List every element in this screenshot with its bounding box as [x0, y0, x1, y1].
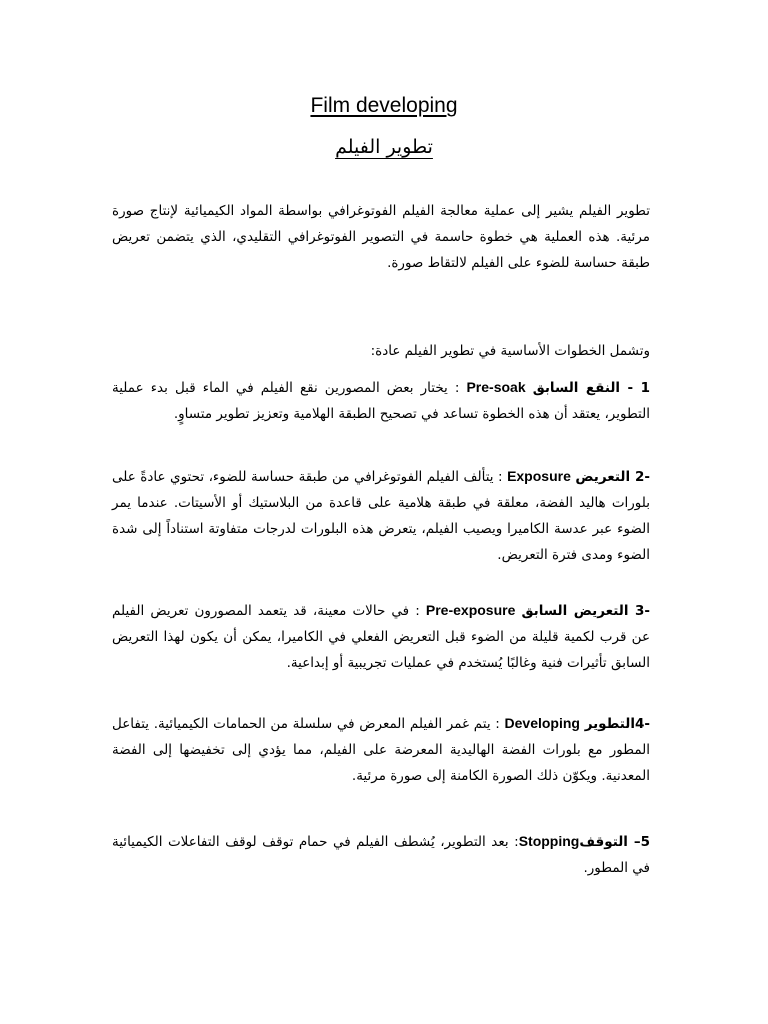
step-2-number: -2	[630, 469, 651, 485]
step-1-name-ar: النقع السابق	[532, 380, 621, 396]
step-1-number: 1 -	[620, 380, 650, 396]
step-3-name-en: Pre-exposure	[425, 602, 516, 618]
step-1-text: : يختار بعض المصورين نقع الفيلم في الماء قبل بدء عملية التطوير، يعتقد أن هذه الخطوة تساعد في تصحيح الطبقة الهلامية وتعزيز تطوير متساوٍ.	[112, 380, 650, 422]
document-title-english: Film developing	[310, 94, 458, 117]
step-4-name-ar: التطوير	[584, 716, 635, 732]
step-3-paragraph	[112, 597, 650, 676]
document-title-arabic: تطوير الفيلم	[335, 136, 433, 158]
intro-paragraph: تطوير الفيلم يشير إلى عملية معالجة الفيلم الفوتوغرافي بواسطة المواد الكيميائية لإنتاج صورة مرئية. هذه العملية هي خطوة حاسمة في التصوير الفوتوغرافي التقليدي، الذي يتضمن تعريض طبقة حساسة للضوء على الفيلم لالتقاط صورة.	[112, 203, 650, 271]
step-5-text: : بعد التطوير، يُشطف الفيلم في حمام توقف لوقف التفاعلات الكيميائية في المطور.	[112, 834, 650, 876]
step-3-number: -3	[628, 603, 650, 619]
step-4-number: -4	[634, 716, 650, 732]
step-2-paragraph	[112, 463, 650, 568]
step-2-name-ar: التعريض	[575, 469, 631, 485]
step-4-name-en: Developing	[504, 715, 580, 731]
step-5-name-en: Stopping	[518, 833, 580, 849]
step-5-name-ar: التوقف	[579, 834, 628, 850]
step-3-text: : في حالات معينة، قد يتعمد المصورون تعريض الفيلم عن قرب لكمية قليلة من الضوء قبل التعريض الفعلي في الكاميرا، يمكن أن يكون لهذا التعريض السابق تأثيرات فنية وغالبًا يُستخدم في عمليات تجريبية أو إبداعية.	[112, 603, 650, 671]
step-4-paragraph	[112, 710, 650, 789]
step-4-text: : يتم غمر الفيلم المعرض في سلسلة من الحمامات الكيميائية. يتفاعل المطور مع بلورات الفضة الهاليدية المعرضة على الفيلم، مما يؤدي إلى تخفيضها إلى الفضة المعدنية. ويكوّن ذلك الصورة الكامنة إلى صورة مرئية.	[112, 716, 650, 784]
steps-intro-paragraph: وتشمل الخطوات الأساسية في تطوير الفيلم عادة:	[370, 343, 650, 359]
step-5-paragraph	[112, 828, 650, 881]
step-2-name-en: Exposure	[507, 468, 571, 484]
step-5-number: 5–	[627, 834, 651, 850]
step-1-name-en: Pre-soak	[466, 379, 526, 395]
step-1-paragraph	[112, 374, 650, 427]
step-2-text: : يتألف الفيلم الفوتوغرافي من طبقة حساسة للضوء، تحتوي عادةً على بلورات هاليد الفضة، معلقة في طبقة هلامية على قاعدة من البلاستيك أو الأسيتات. عندما يمر الضوء عبر عدسة الكاميرا ويصيب الفيلم، يتعرض هذه البلورات لدرجات متفاوتة استناداً إلى شدة الضوء ومدى فترة التعريض.	[112, 469, 650, 563]
step-3-name-ar: التعريض السابق	[521, 603, 629, 619]
